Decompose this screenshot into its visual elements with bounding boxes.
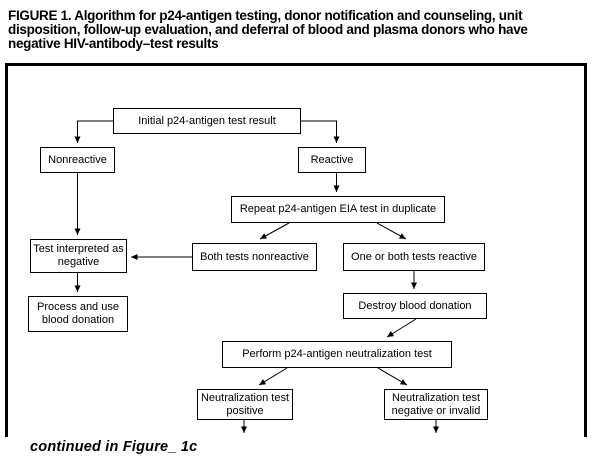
node-initial-p24-test-result: Initial p24-antigen test result bbox=[113, 108, 301, 134]
node-process-and-use-donation: Process and use blood donation bbox=[28, 296, 128, 332]
figure-title-line-2: disposition, follow-up evaluation, and deferral of blood and plasma donors who have bbox=[8, 21, 528, 37]
figure-title-line-1: FIGURE 1. Algorithm for p24-antigen testing, donor notification and counseling, unit bbox=[8, 8, 523, 23]
node-neutralization-positive: Neutralization test positive bbox=[197, 389, 293, 420]
node-reactive: Reactive bbox=[298, 147, 366, 173]
node-destroy-donation: Destroy blood donation bbox=[343, 293, 487, 319]
node-repeat-eia-duplicate: Repeat p24-antigen EIA test in duplicate bbox=[231, 196, 445, 223]
figure-title-line-3: negative HIV-antibody–test results bbox=[8, 35, 219, 51]
node-one-or-both-reactive: One or both tests reactive bbox=[343, 243, 485, 271]
node-both-tests-nonreactive: Both tests nonreactive bbox=[192, 243, 317, 271]
continued-in-figure-note: continued in Figure_ 1c bbox=[30, 439, 198, 455]
node-neutralization-negative-invalid: Neutralization test negative or invalid bbox=[384, 389, 488, 420]
node-nonreactive: Nonreactive bbox=[40, 147, 115, 173]
node-test-interpreted-negative: Test interpreted as negative bbox=[30, 239, 127, 273]
node-perform-neutralization-test: Perform p24-antigen neutralization test bbox=[222, 341, 452, 368]
figure-title bbox=[8, 9, 598, 50]
